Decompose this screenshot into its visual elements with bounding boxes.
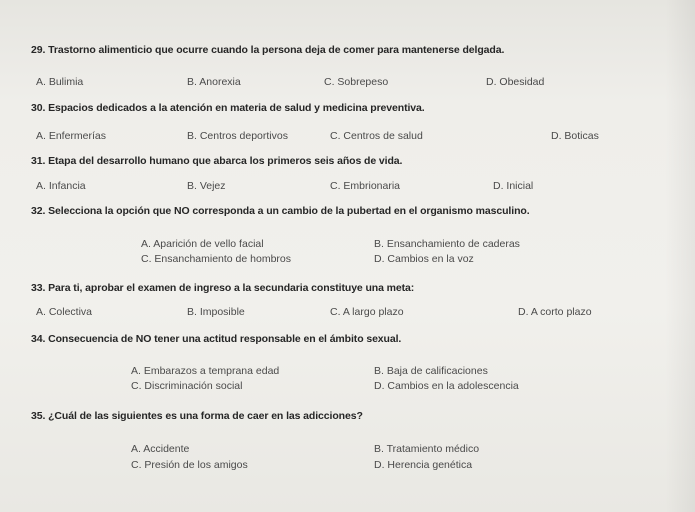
question-30-option-b[interactable]: B. Centros deportivos [187, 130, 288, 142]
question-34-option-b[interactable]: B. Baja de calificaciones [374, 365, 488, 377]
question-29-option-c[interactable]: C. Sobrepeso [324, 76, 389, 88]
question-29-text: 29. Trastorno alimenticio que ocurre cuando la persona deja de comer para mantenerse delgada. [31, 44, 505, 56]
question-33-option-b[interactable]: B. Imposible [187, 306, 245, 318]
question-35-option-d[interactable]: D. Herencia genética [374, 459, 473, 471]
question-34-option-a[interactable]: A. Embarazos a temprana edad [131, 365, 280, 377]
question-30-option-a[interactable]: A. Enfermerías [36, 130, 107, 142]
question-30-option-d[interactable]: D. Boticas [551, 130, 599, 142]
question-32-text: 32. Selecciona la opción que NO corresponda a un cambio de la pubertad en el organismo masculino. [31, 205, 530, 217]
question-35-option-b[interactable]: B. Tratamiento médico [374, 443, 480, 455]
question-33-option-d[interactable]: D. A corto plazo [518, 306, 592, 318]
question-31-text: 31. Etapa del desarrollo humano que abarca los primeros seis años de vida. [31, 155, 403, 167]
question-32-option-b[interactable]: B. Ensanchamiento de caderas [374, 238, 520, 250]
page-edge-shadow [665, 0, 695, 512]
question-35-text: 35. ¿Cuál de las siguientes es una forma de caer en las adicciones? [31, 410, 363, 422]
question-31-option-d[interactable]: D. Inicial [493, 180, 534, 192]
question-31-option-a[interactable]: A. Infancia [36, 180, 86, 192]
question-34-text: 34. Consecuencia de NO tener una actitud responsable en el ámbito sexual. [31, 333, 402, 345]
question-33-option-a[interactable]: A. Colectiva [36, 306, 93, 318]
question-33-option-c[interactable]: C. A largo plazo [330, 306, 404, 318]
question-35-option-a[interactable]: A. Accidente [131, 443, 190, 455]
question-30-option-c[interactable]: C. Centros de salud [330, 130, 423, 142]
question-30-text: 30. Espacios dedicados a la atención en materia de salud y medicina preventiva. [31, 102, 425, 114]
question-34-option-c[interactable]: C. Discriminación social [131, 380, 243, 392]
question-29-option-a[interactable]: A. Bulimia [36, 76, 84, 88]
question-31-option-b[interactable]: B. Vejez [187, 180, 226, 192]
question-34-option-d[interactable]: D. Cambios en la adolescencia [374, 380, 519, 392]
question-33-text: 33. Para ti, aprobar el examen de ingreso a la secundaria constituye una meta: [31, 282, 415, 294]
question-31-option-c[interactable]: C. Embrionaria [330, 180, 401, 192]
question-29-option-b[interactable]: B. Anorexia [187, 76, 241, 88]
question-32-option-a[interactable]: A. Aparición de vello facial [141, 238, 264, 250]
question-35-option-c[interactable]: C. Presión de los amigos [131, 459, 248, 471]
question-32-option-d[interactable]: D. Cambios en la voz [374, 253, 474, 265]
question-32-option-c[interactable]: C. Ensanchamiento de hombros [141, 253, 291, 265]
question-29-option-d[interactable]: D. Obesidad [486, 76, 545, 88]
